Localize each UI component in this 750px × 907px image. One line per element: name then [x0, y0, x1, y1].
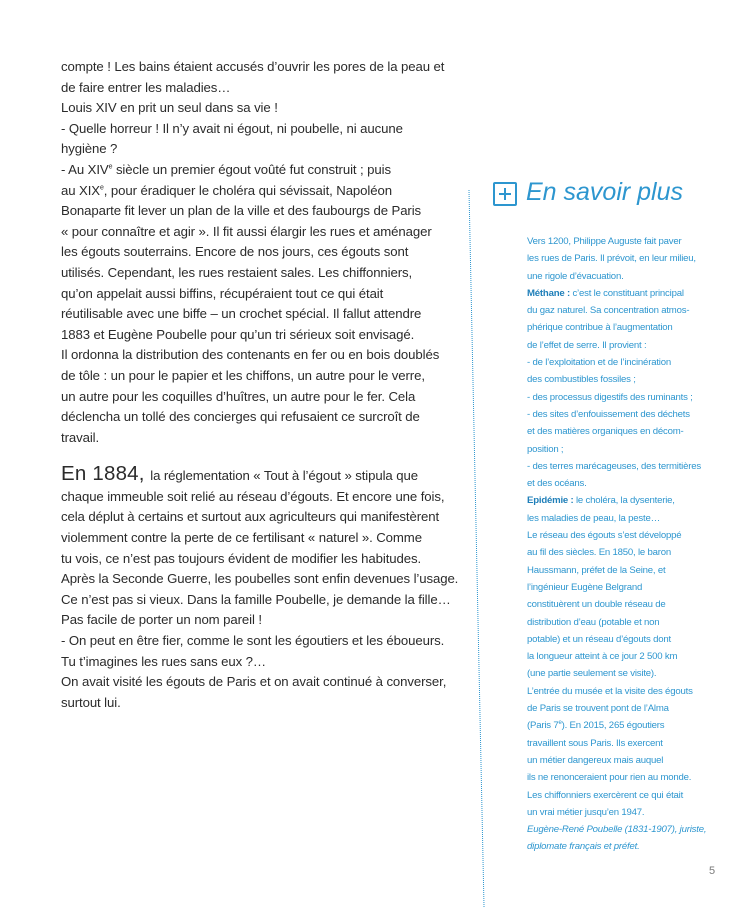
text-line: « pour connaître et agir ». Il fit aussi élargir les rues et aménager: [61, 223, 432, 239]
text-fragment: le choléra, la dysenterie,: [573, 495, 675, 507]
sidebar-line: L’entrée du musée et la visite des égouts: [527, 685, 693, 697]
sidebar-line: constituèrent un double réseau de: [527, 599, 666, 611]
sidebar-line: et des matières organiques en décom-: [527, 426, 684, 438]
glossary-term-methane: Méthane :: [527, 287, 570, 299]
text-line: On avait visité les égouts de Paris et on avait continué à converser,: [61, 674, 447, 690]
text-line: travail.: [61, 429, 100, 445]
sidebar-line: - des sites d’enfouissement des déchets: [527, 408, 690, 420]
text-fragment: (Paris 7: [527, 720, 559, 732]
sidebar-line: distribution d’eau (potable et non: [527, 616, 660, 628]
sidebar-line: Les chiffonniers exercèrent ce qui était: [527, 789, 684, 801]
text-fragment: c’est le constituant principal: [569, 287, 684, 299]
text-line: Il ordonna la distribution des contenants en fer ou en bois doublés: [61, 347, 440, 363]
sidebar-line: ils ne renonceraient pour rien au monde.: [527, 772, 692, 784]
text-fragment: siècle un premier égout voûté fut construit ; puis: [112, 161, 391, 177]
sidebar-line: - de l’exploitation et de l’incinération: [527, 357, 671, 369]
sidebar-line: phérique contribue à l’augmentation: [527, 322, 673, 334]
text-fragment: au XIX: [61, 182, 100, 198]
sidebar-line: l’ingénieur Eugène Belgrand: [527, 581, 643, 593]
sidebar-line: position ;: [527, 443, 564, 455]
sidebar-line: Haussmann, préfet de la Seine, et: [527, 564, 666, 576]
sidebar-line: de l’effet de serre. Il provient :: [527, 339, 647, 351]
sidebar-line: les rues de Paris. Il prévoit, en leur milieu,: [527, 253, 696, 265]
page-number: 5: [709, 865, 716, 877]
text-line: [61, 160, 481, 181]
sidebar-title: En savoir plus: [526, 178, 684, 206]
sidebar-line: Vers 1200, Philippe Auguste fait paver: [527, 236, 682, 247]
text-line: déclencha un tollé des concierges qui refusaient ce surcroît de: [61, 409, 420, 425]
text-line: chaque immeuble soit relié au réseau d’égouts. Et encore une fois,: [61, 488, 445, 504]
sidebar-line: un vrai métier jusqu’en 1947.: [527, 806, 645, 818]
sidebar-line: (une partie seulement se visite).: [527, 668, 657, 680]
glossary-term-epidemie: Epidémie :: [527, 495, 574, 507]
sidebar-line: et des océans.: [527, 478, 587, 490]
sidebar-line: travaillent sous Paris. Ils exercent: [527, 737, 663, 749]
superscript: e: [108, 163, 113, 171]
sidebar-line: au fil des siècles. En 1850, le baron: [527, 547, 672, 559]
text-line: Bonaparte fit lever un plan de la ville et des faubourgs de Paris: [61, 203, 422, 219]
sidebar-text: [527, 233, 742, 856]
sidebar-line: du gaz naturel. Sa concentration atmos-: [527, 305, 690, 317]
sidebar-line: une rigole d’évacuation.: [527, 270, 624, 282]
text-fragment: ). En 2015, 265 égoutiers: [561, 720, 665, 732]
sidebar-line: - des processus digestifs des ruminants ;: [527, 391, 693, 403]
sidebar-line: [527, 492, 742, 509]
text-line: de faire entrer les maladies…: [61, 79, 231, 95]
sidebar-line: de Paris se trouvent pont de l’Alma: [527, 703, 669, 715]
sidebar-line: des combustibles fossiles ;: [527, 374, 636, 386]
paragraph-1: [61, 57, 481, 448]
text-line: - Quelle horreur ! Il n’y avait ni égout, ni poubelle, ni aucune: [61, 120, 403, 136]
sidebar-header: [493, 176, 743, 210]
text-line: de tôle : un pour le papier et les chiffons, un autre pour le verre,: [61, 367, 425, 383]
paragraph-2: [61, 464, 481, 713]
sidebar-line: [527, 285, 742, 302]
text-fragment: la réglementation « Tout à l’égout » stipula que: [146, 468, 418, 484]
text-fragment: - Au XIV: [61, 161, 109, 177]
text-line: cela déplut à certains et surtout aux agriculteurs qui manifestèrent: [61, 509, 440, 525]
sidebar-line: Le réseau des égouts s’est développé: [527, 530, 682, 542]
superscript: e: [100, 184, 104, 192]
sidebar-line: - des terres marécageuses, des termitières: [527, 460, 701, 472]
text-line: tu vois, ce n’est pas toujours évident de modifier les habitudes.: [61, 550, 422, 566]
image-caption: diplomate français et préfet.: [527, 841, 640, 853]
text-line: Louis XIV en prit un seul dans sa vie !: [61, 100, 278, 116]
text-line: compte ! Les bains étaient accusés d’ouvrir les pores de la peau et: [61, 59, 445, 74]
image-caption: Eugène-René Poubelle (1831-1907), juriste,: [527, 824, 707, 836]
sidebar-line: la longueur atteint à ce jour 2 500 km: [527, 651, 678, 663]
sidebar-line: les maladies de peau, la peste…: [527, 512, 660, 524]
text-line: surtout lui.: [61, 694, 121, 710]
text-line: utilisés. Cependant, les rues restaient sales. Les chiffonniers,: [61, 264, 413, 280]
main-body-text: [61, 57, 481, 713]
text-line: 1883 et Eugène Poubelle pour qu’un tri sérieux soit envisagé.: [61, 326, 415, 342]
text-line: violemment contre la perte de ce fertilisant « naturel ». Comme: [61, 530, 422, 546]
text-line: Pas facile de porter un nom pareil !: [61, 612, 262, 628]
text-line: [61, 464, 481, 487]
text-line: Après la Seconde Guerre, les poubelles sont enfin devenues l’usage.: [61, 571, 459, 587]
sidebar-line: [527, 717, 742, 734]
text-line: les égouts souterrains. Encore de nos jours, ces égouts sont: [61, 244, 409, 260]
superscript: e: [558, 720, 562, 727]
text-line: qu’on appelait aussi biffins, récupéraient tout ce qui était: [61, 285, 384, 301]
sidebar-line: un métier dangereux mais auquel: [527, 754, 664, 766]
text-line: - On peut en être fier, comme le sont les égoutiers et les éboueurs.: [61, 633, 445, 649]
plus-box-icon: [493, 182, 517, 206]
text-fragment: , pour éradiquer le choléra qui sévissait, Napoléon: [103, 182, 392, 198]
text-line: réutilisable avec une biffe – un crochet spécial. Il fallut attendre: [61, 306, 422, 322]
sidebar-line: potable) et un réseau d’égouts dont: [527, 633, 671, 645]
text-line: Tu t’imagines les rues sans eux ?…: [61, 653, 267, 669]
text-line: [61, 181, 481, 202]
text-line: un autre pour les coquilles d’huîtres, un autre pour le fer. Cela: [61, 388, 416, 404]
text-line: hygiène ?: [61, 141, 118, 157]
lead-in-text: En 1884,: [61, 462, 145, 486]
text-line: Ce n’est pas si vieux. Dans la famille Poubelle, je demande la fille…: [61, 591, 451, 607]
